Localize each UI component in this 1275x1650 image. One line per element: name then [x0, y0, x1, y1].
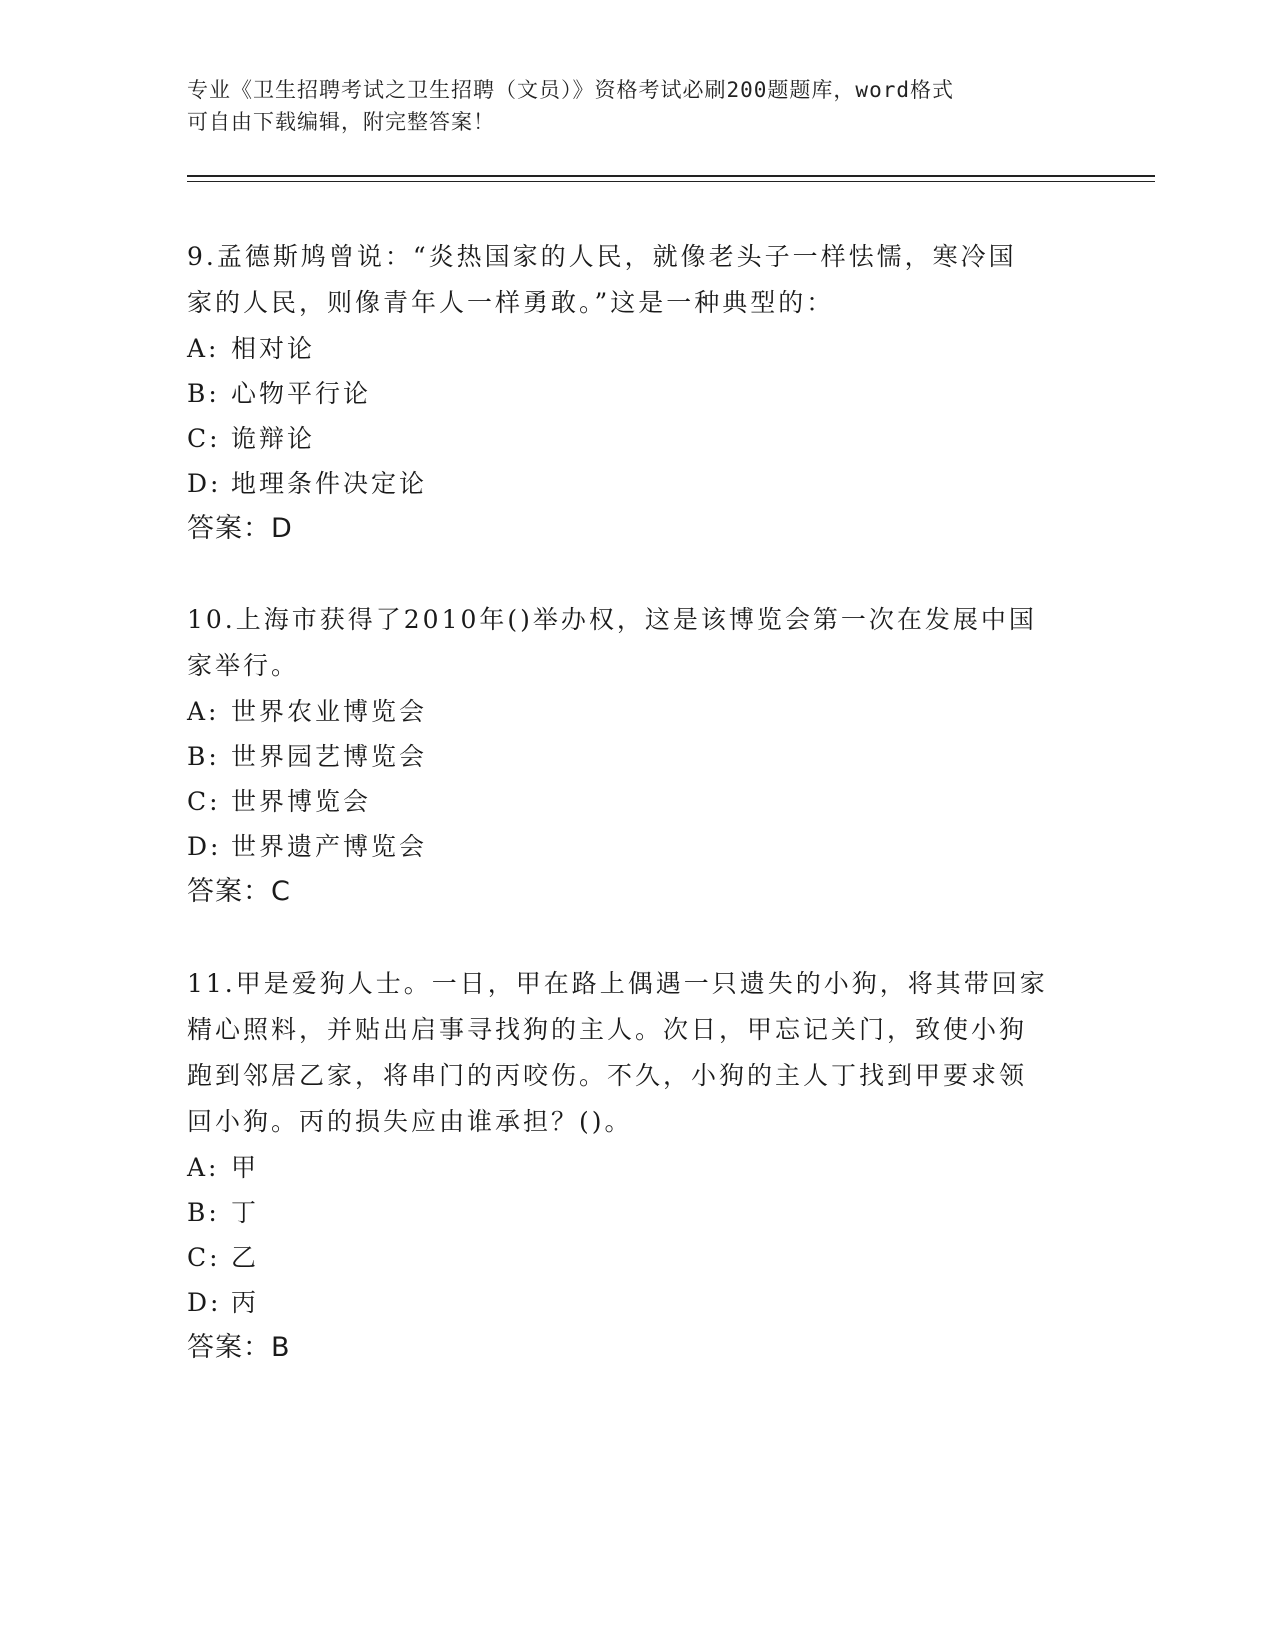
answer-line: 答案：B [187, 1332, 291, 1363]
option-a [187, 689, 1067, 734]
option-text: 世界农业博览会 [231, 697, 428, 726]
option-a [187, 1145, 1067, 1190]
answer-line: 答案：D [187, 513, 293, 544]
option-b [187, 734, 1067, 779]
question-text-line: 9.孟德斯鸠曾说：“炎热国家的人民，就像老头子一样怯懦，寒冷国 [187, 242, 1017, 271]
option-text: 世界园艺博览会 [231, 742, 428, 771]
option-d [187, 461, 1067, 506]
option-letter: B: [187, 742, 220, 771]
option-letter: A: [187, 697, 220, 726]
question-11 [187, 961, 1067, 1370]
option-letter: C: [187, 787, 221, 816]
question-9 [187, 234, 1067, 551]
option-letter: D: [187, 832, 222, 861]
question-text-line: 精心照料，并贴出启事寻找狗的主人。次日，甲忘记关门，致使小狗 [187, 1015, 1028, 1044]
option-text: 心物平行论 [231, 379, 372, 408]
option-letter: A: [187, 334, 220, 363]
answer-line: 答案：C [187, 876, 291, 907]
option-letter: B: [187, 1198, 220, 1227]
option-text: 丁 [231, 1198, 260, 1227]
option-b [187, 371, 1067, 416]
option-c [187, 416, 1067, 461]
option-c [187, 779, 1067, 824]
question-text-line: 家举行。 [187, 651, 300, 680]
header-divider-thin [187, 181, 1155, 182]
option-text: 甲 [231, 1153, 260, 1182]
option-text: 诡辩论 [231, 424, 316, 453]
question-text-line: 回小狗。丙的损失应由谁承担？()。 [187, 1107, 633, 1136]
document-header [187, 74, 1067, 138]
option-letter: D: [187, 469, 222, 498]
option-text: 世界博览会 [231, 787, 372, 816]
option-letter: C: [187, 424, 221, 453]
option-text: 地理条件决定论 [231, 469, 428, 498]
option-text: 乙 [231, 1243, 260, 1272]
header-divider-thick [187, 175, 1155, 177]
header-line-1: 专业《卫生招聘考试之卫生招聘（文员）》资格考试必刷200题题库，word格式 [187, 78, 954, 102]
option-text: 相对论 [231, 334, 316, 363]
option-d [187, 1280, 1067, 1325]
option-b [187, 1190, 1067, 1235]
option-letter: C: [187, 1243, 221, 1272]
question-text-line: 跑到邻居乙家，将串门的丙咬伤。不久，小狗的主人丁找到甲要求领 [187, 1061, 1028, 1090]
option-text: 世界遗产博览会 [231, 832, 428, 861]
question-text-line: 10.上海市获得了2010年()举办权，这是该博览会第一次在发展中国 [187, 605, 1037, 634]
question-10 [187, 597, 1067, 914]
option-c [187, 1235, 1067, 1280]
header-line-2: 可自由下载编辑，附完整答案！ [187, 110, 495, 134]
option-text: 丙 [231, 1288, 260, 1317]
option-letter: A: [187, 1153, 220, 1182]
question-text-line: 家的人民，则像青年人一样勇敢。”这是一种典型的： [187, 288, 835, 317]
option-letter: D: [187, 1288, 222, 1317]
option-d [187, 824, 1067, 869]
question-text-line: 11.甲是爱狗人士。一日，甲在路上偶遇一只遗失的小狗，将其带回家 [187, 969, 1048, 998]
option-a [187, 326, 1067, 371]
option-letter: B: [187, 379, 220, 408]
